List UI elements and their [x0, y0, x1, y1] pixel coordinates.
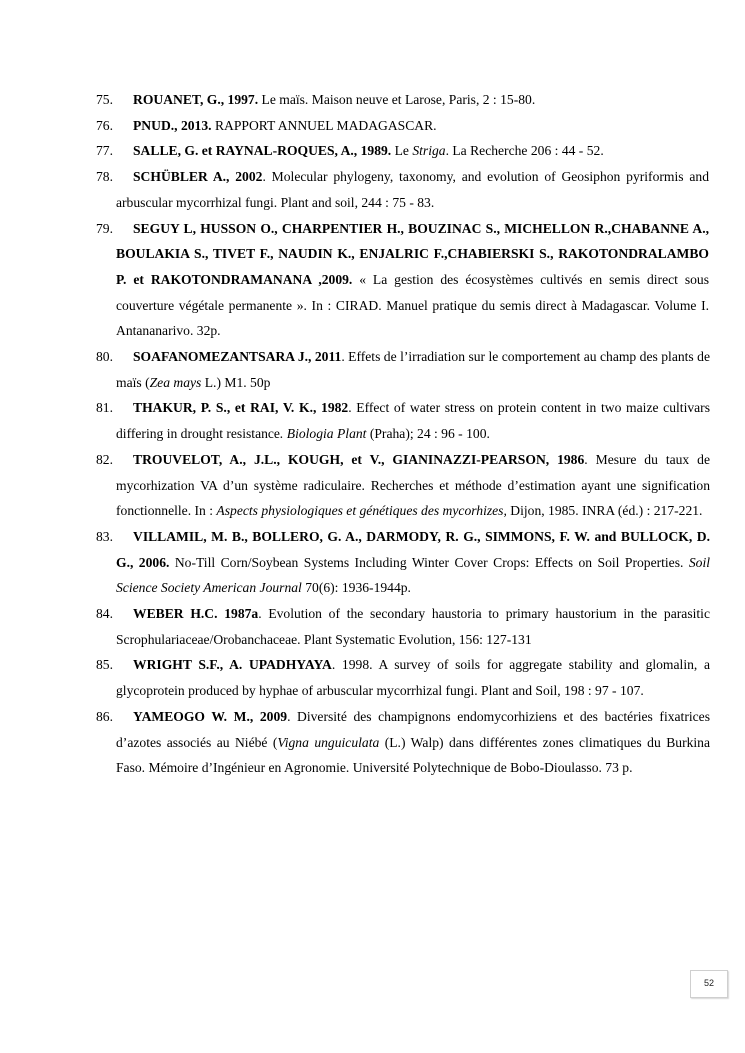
reference-details: No-Till Corn/Soybean Systems Including Winter Cover Crops: Effects on Soil Properties.	[169, 554, 689, 570]
reference-details: L.) M1. 50p	[201, 374, 271, 390]
reference-details: . Effets de l’irradiation sur le comportement au champ des plants de maïs (	[116, 349, 710, 390]
reference-author: THAKUR, P. S., et RAI, V. K., 1982	[133, 400, 349, 416]
reference-number: 80.	[96, 349, 113, 365]
reference-details: . Mesure du taux de mycorhization VA d’un système radiculaire. Recherches et méthode d’estimation ayant une signification fonctionnelle. In :	[116, 451, 710, 519]
reference-italic: Vigna unguiculata	[277, 734, 380, 750]
reference-details: . Effect of water stress on protein content in two maize cultivars differing in drought resistance	[116, 400, 710, 442]
reference-number: 82.	[96, 451, 113, 467]
reference-details: (Praha); 24 : 96 - 100.	[366, 426, 490, 442]
reference-author: SOAFANOMEZANTSARA J., 2011	[133, 349, 342, 365]
reference-details: . 1998. A survey of soils for aggregate stability and glomalin, a glycoprotein produced by hyphae of arbuscular mycorrhizal fungi. Plant and Soil, 198 : 97 - 107.	[116, 657, 711, 699]
reference-author: TROUVELOT, A., J.L., KOUGH, et V., GIANINAZZI-PEARSON, 1986	[133, 451, 585, 467]
reference-84	[96, 601, 710, 652]
reference-italic: . Biologia Plant	[279, 426, 367, 442]
reference-italic: Soil Science Society American Journal	[116, 554, 710, 596]
reference-author: ROUANET, G., 1997.	[133, 92, 259, 107]
reference-76	[96, 113, 709, 139]
reference-82	[96, 447, 710, 524]
reference-author: SALLE, G. et RAYNAL-ROQUES, A., 1989.	[133, 143, 392, 159]
reference-77	[96, 138, 709, 164]
reference-details: RAPPORT ANNUEL MADAGASCAR.	[211, 117, 437, 133]
reference-details: Dijon, 1985. INRA (éd.) : 217-221.	[506, 503, 703, 519]
reference-81	[96, 395, 710, 446]
reference-80	[96, 344, 710, 395]
reference-author: YAMEOGO W. M., 2009	[133, 708, 288, 724]
reference-number: 76.	[96, 117, 113, 133]
reference-author: WEBER H.C. 1987a	[133, 606, 259, 622]
reference-85	[96, 652, 710, 703]
reference-number: 81.	[96, 400, 113, 416]
reference-details: « La gestion des écosystèmes cultivés en semis direct sous couverture végétale permanente ». In : CIRAD. Manuel pratique du semis direct à Madagascar. Volume I. Antananarivo. 32p.	[116, 271, 709, 339]
reference-details: 70(6): 1936-1944p.	[301, 580, 411, 596]
reference-75	[96, 87, 709, 113]
reference-number: 85.	[96, 657, 113, 673]
reference-italic: Aspects physiologiques et génétiques des mycorhizes,	[216, 503, 507, 519]
reference-number: 84.	[96, 606, 113, 622]
reference-86	[96, 704, 710, 781]
reference-author: WRIGHT S.F., A. UPADHYAYA	[133, 657, 332, 673]
reference-list	[96, 87, 709, 781]
reference-italic: Striga	[412, 143, 446, 159]
reference-78	[96, 164, 709, 215]
reference-italic: Zea mays	[149, 374, 202, 390]
reference-details: Le	[391, 143, 413, 159]
reference-83	[96, 524, 710, 601]
reference-details: . Diversité des champignons endomycorhiziens et des bactéries fixatrices d’azotes associés au Niébé (	[116, 708, 710, 750]
reference-details: . Molecular phylogeny, taxonomy, and evolution of Geosiphon pyriformis and arbuscular mycorrhizal fungi. Plant and soil, 244 : 75 - 83.	[116, 169, 709, 210]
reference-details: . La Recherche 206 : 44 - 52.	[445, 143, 604, 159]
reference-number: 83.	[96, 528, 113, 544]
reference-details: . Evolution of the secondary haustoria to primary haustorium in the parasitic Scrophulariaceae/Orobanchaceae. Plant Systematic Evolution, 156: 127-131	[116, 606, 710, 647]
reference-details: Le maïs. Maison neuve et Larose, Paris, 2 : 15-80.	[258, 92, 536, 107]
reference-author: PNUD., 2013.	[133, 117, 212, 133]
reference-author: SEGUY L, HUSSON O., CHARPENTIER H., BOUZINAC S., MICHELLON R.,CHABANNE A., BOULAKIA S., TIVET F., NAUDIN K., ENJALRIC F.,CHABIERSKI S., RAKOTONDRALAMBO P. et RAKOTONDRAMANANA ,2009.	[116, 220, 709, 287]
reference-79	[96, 216, 709, 345]
page-number: 52	[690, 970, 728, 998]
reference-number: 75.	[96, 92, 113, 107]
reference-author: VILLAMIL, M. B., BOLLERO, G. A., DARMODY, R. G., SIMMONS, F. W. and BULLOCK, D. G., 2006.	[116, 528, 710, 570]
reference-number: 86.	[96, 708, 113, 724]
reference-details: (L.) Walp) dans différentes zones climatiques du Burkina Faso. Mémoire d’Ingénieur en Agronomie. Université Polytechnique de Bobo-Dioulasso. 73 p.	[116, 734, 710, 776]
reference-number: 79.	[96, 220, 113, 236]
reference-number: 77.	[96, 143, 113, 159]
reference-number: 78.	[96, 169, 113, 185]
reference-author: SCHÜBLER A., 2002	[133, 169, 263, 185]
